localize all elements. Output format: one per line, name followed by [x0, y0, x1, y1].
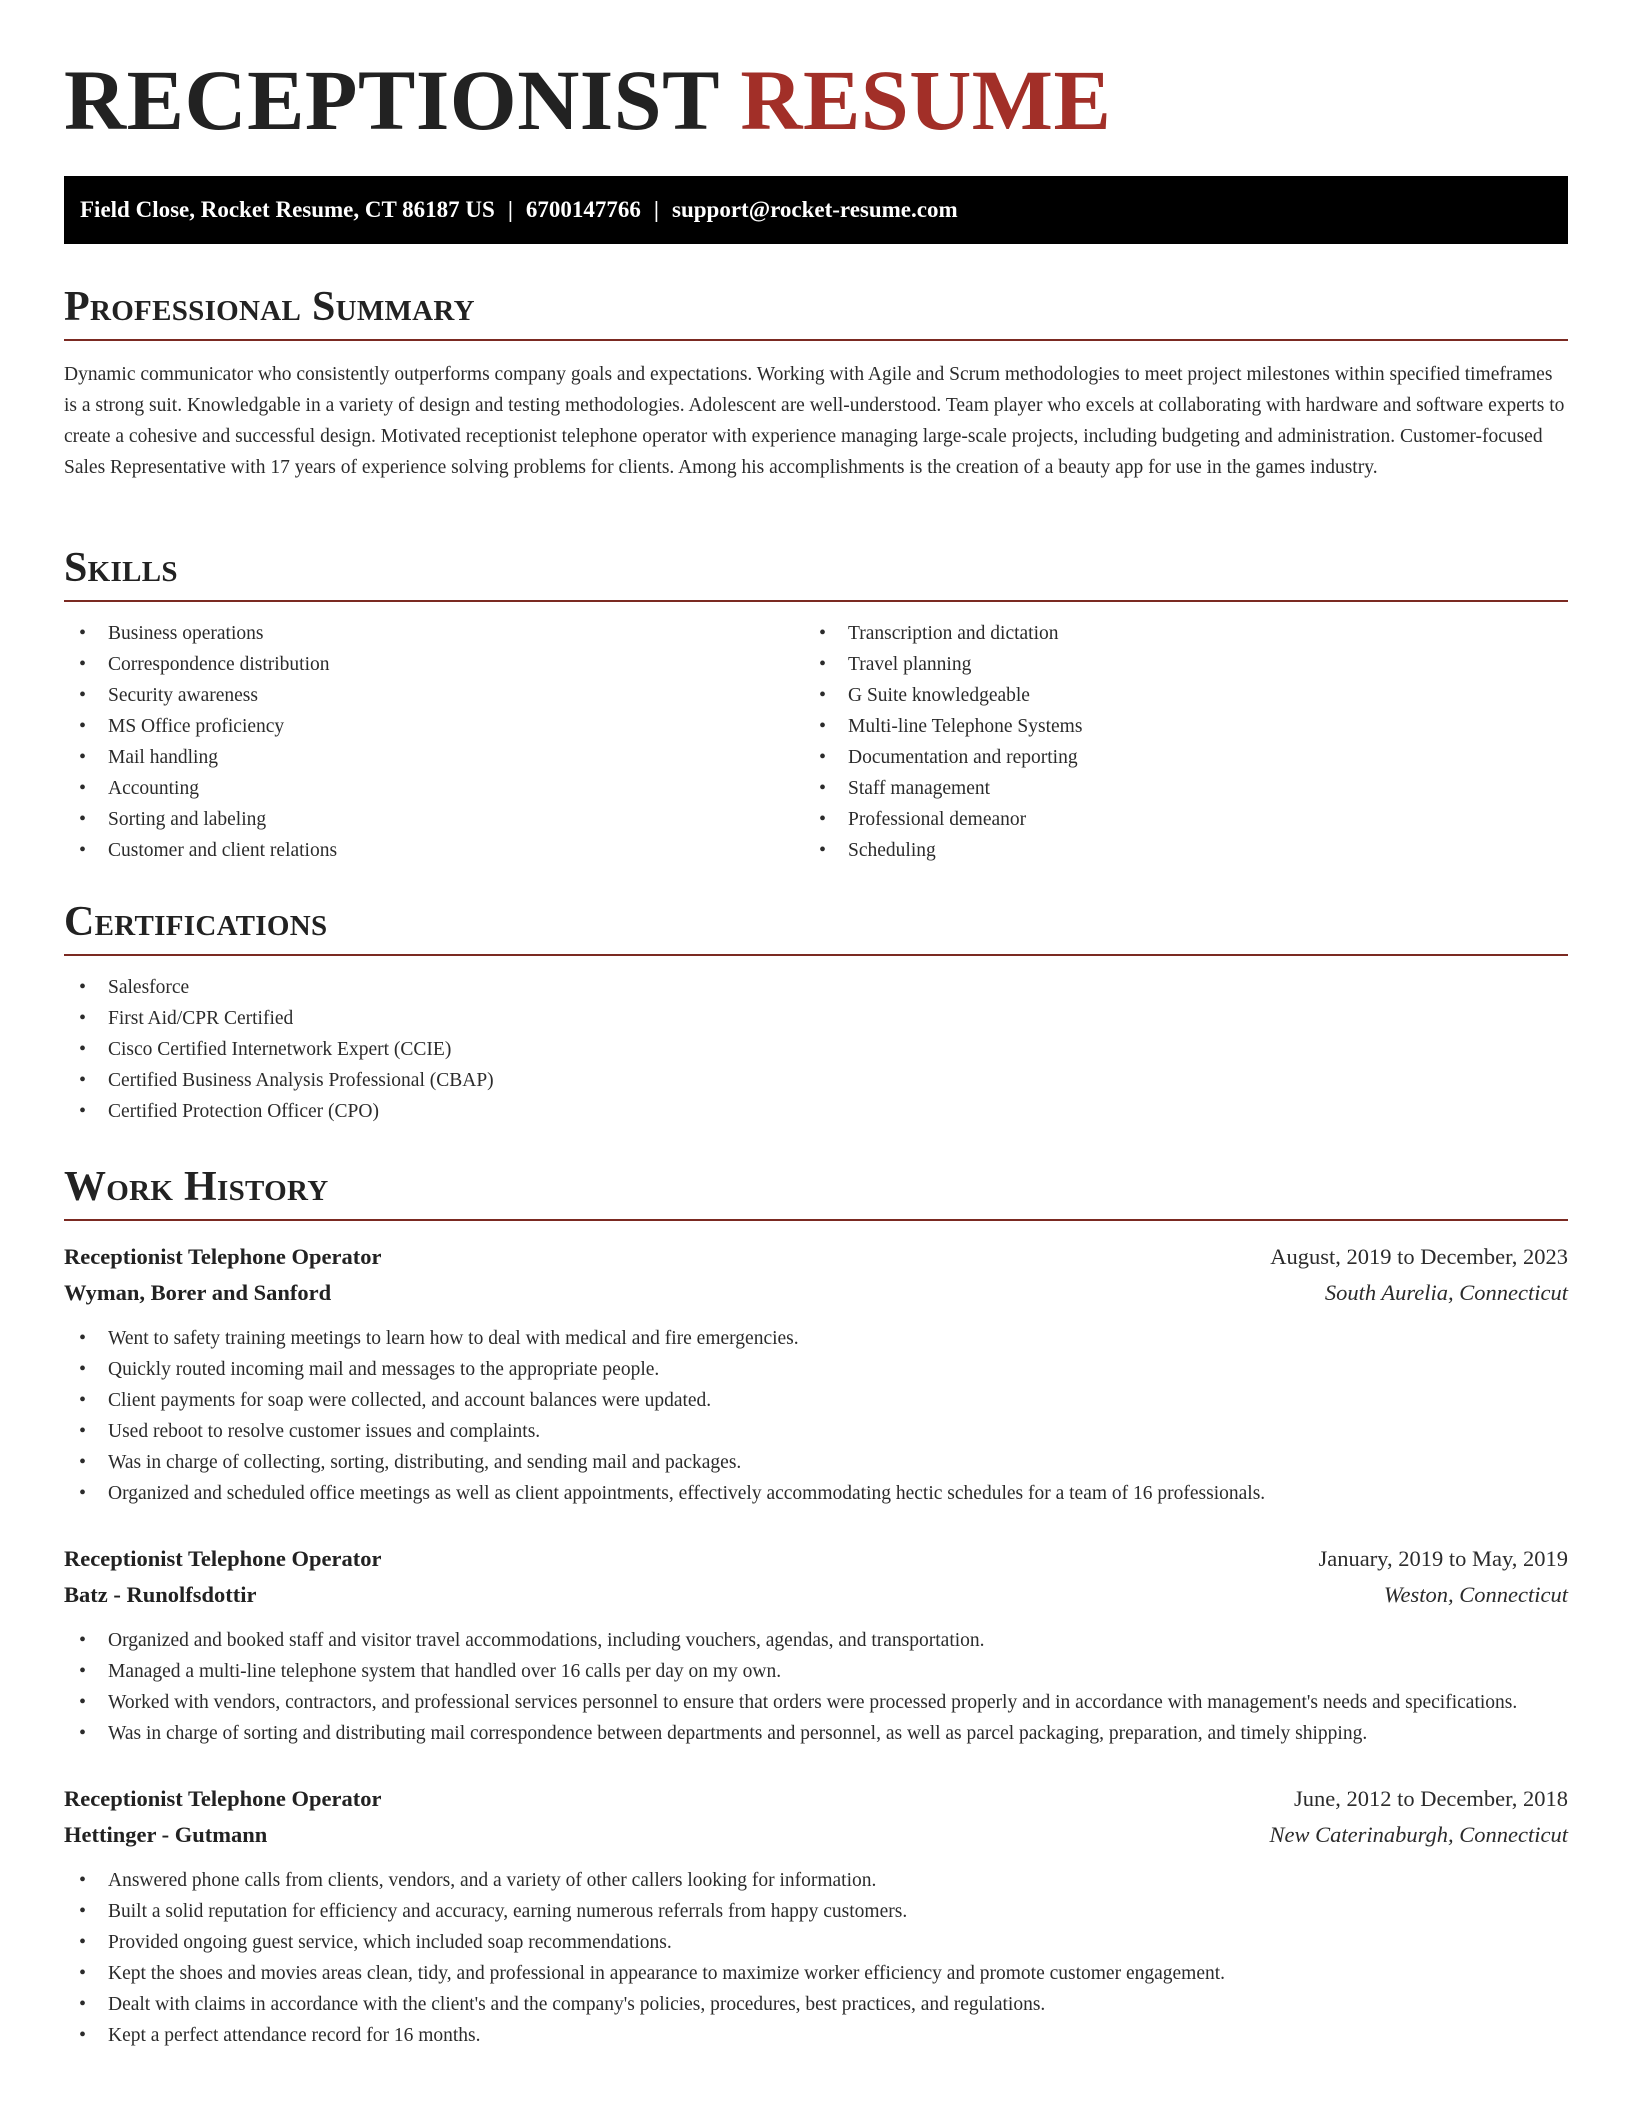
job-dates: January, 2019 to May, 2019 [1318, 1546, 1568, 1571]
skills-list-left [64, 618, 804, 866]
job-location: Weston, Connecticut [1383, 1582, 1568, 1607]
skill-item: • Multi-line Telephone Systems [804, 711, 1544, 742]
certification-item: • Cisco Certified Internetwork Expert (CCIE) [64, 1034, 1568, 1065]
title-word-resume: RESUME [740, 52, 1112, 148]
skill-item: • G Suite knowledgeable [804, 680, 1544, 711]
skill-item: • Documentation and reporting [804, 742, 1544, 773]
certification-item: • Certified Protection Officer (CPO) [64, 1096, 1568, 1127]
job-location: New Caterinaburgh, Connecticut [1269, 1822, 1568, 1847]
job-duties-list [64, 1865, 1568, 2051]
job-duty: • Used reboot to resolve customer issues and complaints. [64, 1416, 1568, 1447]
resume-page [64, 0, 1568, 2046]
certification-item: • Certified Business Analysis Professional (CBAP) [64, 1065, 1568, 1096]
contact-address: Field Close, Rocket Resume, CT 86187 US [80, 197, 495, 222]
skills-section [64, 543, 1568, 866]
summary-section [64, 282, 1568, 483]
skill-item: • Travel planning [804, 649, 1544, 680]
title-word-receptionist: RECEPTIONIST [64, 52, 719, 148]
job-company-row [64, 1577, 1568, 1613]
job-header-row [64, 1239, 1568, 1275]
skill-item: • Scheduling [804, 835, 1544, 866]
job-duty: • Managed a multi-line telephone system that handled over 16 calls per day on my own. [64, 1656, 1568, 1687]
job-dates: August, 2019 to December, 2023 [1270, 1244, 1568, 1269]
job-duty: • Worked with vendors, contractors, and professional services personnel to ensure that orders were processed properly and in accordance with management's needs and specifications. [64, 1687, 1568, 1718]
job-duty: • Dealt with claims in accordance with the client's and the company's policies, procedures, best practices, and regulations. [64, 1989, 1568, 2020]
job-duty: • Kept a perfect attendance record for 16 months. [64, 2020, 1568, 2051]
skill-item: • Correspondence distribution [64, 649, 804, 680]
skill-item: • MS Office proficiency [64, 711, 804, 742]
section-heading-summary: Professional Summary [64, 282, 1568, 341]
job-title: Receptionist Telephone Operator [64, 1546, 382, 1571]
skill-item: • Staff management [804, 773, 1544, 804]
skill-item: • Mail handling [64, 742, 804, 773]
certifications-list [64, 972, 1568, 1127]
job-company-row [64, 1275, 1568, 1311]
resume-title [64, 0, 1568, 148]
work-history-section [64, 1162, 1568, 2051]
contact-bar [64, 176, 1568, 244]
job-header-row [64, 1781, 1568, 1817]
job-duty: • Client payments for soap were collected, and account balances were updated. [64, 1385, 1568, 1416]
skills-columns [64, 618, 1568, 866]
job-entry [64, 1781, 1568, 2051]
section-heading-certifications: Certifications [64, 897, 1568, 956]
job-duties-list [64, 1625, 1568, 1749]
job-company-row [64, 1817, 1568, 1853]
skill-item: • Transcription and dictation [804, 618, 1544, 649]
skill-item: • Professional demeanor [804, 804, 1544, 835]
certification-item: • First Aid/CPR Certified [64, 1003, 1568, 1034]
job-entry [64, 1541, 1568, 1749]
skill-item: • Accounting [64, 773, 804, 804]
section-heading-skills: Skills [64, 543, 1568, 602]
skill-item: • Business operations [64, 618, 804, 649]
job-header-row [64, 1541, 1568, 1577]
job-entry [64, 1239, 1568, 1509]
job-dates: June, 2012 to December, 2018 [1293, 1786, 1568, 1811]
skill-item: • Customer and client relations [64, 835, 804, 866]
contact-separator: | [653, 197, 659, 222]
section-heading-work-history: Work History [64, 1162, 1568, 1221]
job-duties-list [64, 1323, 1568, 1509]
job-duty: • Quickly routed incoming mail and messages to the appropriate people. [64, 1354, 1568, 1385]
job-location: South Aurelia, Connecticut [1324, 1280, 1568, 1305]
skills-list-right [804, 618, 1544, 866]
job-duty: • Provided ongoing guest service, which included soap recommendations. [64, 1927, 1568, 1958]
job-company: Batz - Runolfsdottir [64, 1582, 257, 1607]
certifications-section [64, 897, 1568, 1127]
job-title: Receptionist Telephone Operator [64, 1244, 382, 1269]
job-company: Wyman, Borer and Sanford [64, 1280, 332, 1305]
job-company: Hettinger - Gutmann [64, 1822, 268, 1847]
job-duty: • Was in charge of sorting and distributing mail correspondence between departments and personnel, as well as parcel packaging, preparation, and timely shipping. [64, 1718, 1568, 1749]
job-duty: • Kept the shoes and movies areas clean, tidy, and professional in appearance to maximize worker efficiency and promote customer engagement. [64, 1958, 1568, 1989]
job-duty: • Went to safety training meetings to learn how to deal with medical and fire emergencies. [64, 1323, 1568, 1354]
contact-phone: 6700147766 [525, 197, 641, 222]
job-duty: • Organized and scheduled office meetings as well as client appointments, effectively accommodating hectic schedules for a team of 16 professionals. [64, 1478, 1568, 1509]
job-duty: • Organized and booked staff and visitor travel accommodations, including vouchers, agendas, and transportation. [64, 1625, 1568, 1656]
contact-email: support@rocket-resume.com [672, 197, 958, 222]
job-duty: • Answered phone calls from clients, vendors, and a variety of other callers looking for information. [64, 1865, 1568, 1896]
skill-item: • Security awareness [64, 680, 804, 711]
job-duty: • Built a solid reputation for efficiency and accuracy, earning numerous referrals from happy customers. [64, 1896, 1568, 1927]
certification-item: • Salesforce [64, 972, 1568, 1003]
summary-text: Dynamic communicator who consistently outperforms company goals and expectations. Working with Agile and Scrum methodologies to meet project milestones within specified timeframes is a strong suit. Knowledgable in a variety of design and testing methodologies. Adolescent are well-understood. Team player who excels at collaborating with hardware and software experts to create a cohesive and successful design. Motivated receptionist telephone operator with experience managing large-scale projects, including budgeting and administration. Customer-focused Sales Representative with 17 years of experience solving problems for clients. Among his accomplishments is the creation of a beauty app for use in the games industry. [64, 364, 1565, 478]
contact-separator: | [507, 197, 513, 222]
skill-item: • Sorting and labeling [64, 804, 804, 835]
job-title: Receptionist Telephone Operator [64, 1786, 382, 1811]
job-duty: • Was in charge of collecting, sorting, distributing, and sending mail and packages. [64, 1447, 1568, 1478]
